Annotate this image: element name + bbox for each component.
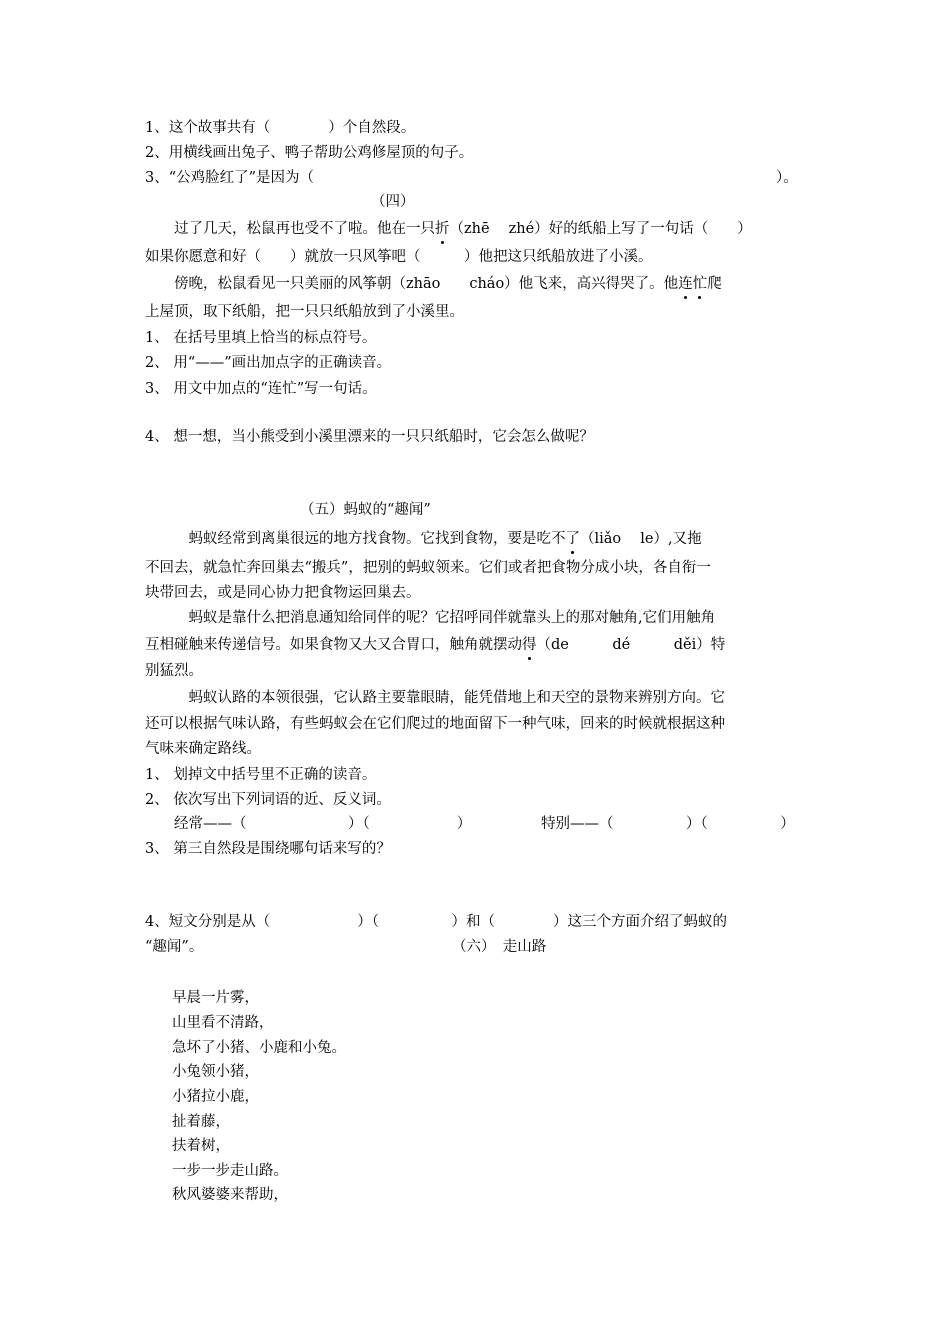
s4-question-3: 3、 用文中加点的“连忙”写一句话。 [145, 381, 377, 397]
s4-question-4: 4、 想一想，当小熊受到小溪里漂来的一只只纸船时，它会怎么做呢？ [145, 429, 594, 445]
poem-line: 扶着树， [172, 1138, 230, 1154]
dotted-char-lian: 连 [678, 276, 693, 292]
s4-title: （四） [371, 194, 415, 210]
poem-line: 山里看不清路， [172, 1015, 274, 1031]
s4-para2-line1: 傍晚，松鼠看见一只美丽的风筝朝（zhāo cháo）他飞来，高兴得哭了。他连忙爬 [145, 276, 722, 292]
s4-para2-line2: 上屋顶，取下纸船，把一只只纸船放到了小溪里。 [145, 304, 464, 320]
s5-title: （五）蚂蚁的“趣闻” [300, 502, 431, 518]
s5-question-4-end: “趣闻”。 [145, 939, 204, 955]
dotted-char-mang: 忙 [692, 276, 708, 292]
dotted-char-de: 得 [522, 637, 537, 653]
s3-question-3-start: 3、“公鸡脸红了”是因为（ [145, 170, 315, 186]
poem-line: 一步一步走山路。 [172, 1163, 288, 1179]
poem-line: 小猪拉小鹿， [172, 1089, 259, 1105]
s5-question-2-words-b: 特别——（ ）（ ） [541, 816, 795, 832]
s5-para1-line3: 块带回去，或是同心协力把食物运回巢去。 [145, 585, 421, 601]
s5-question-2-words-a: 经常——（ ）（ ） [145, 816, 472, 832]
s3-question-2: 2、用横线画出兔子、鸭子帮助公鸡修屋顶的句子。 [145, 145, 474, 161]
s5-para1-line2: 不回去，就急忙奔回巢去“搬兵”，把别的蚂蚁领来。它们或者把食物分成小块，各自衔一 [145, 560, 711, 576]
s4-question-1: 1、 在括号里填上恰当的标点符号。 [145, 330, 377, 346]
poem-line: 扯着藤， [172, 1114, 230, 1130]
s4-para1-line1: 过了几天，松鼠再也受不了啦。他在一只折（zhē zhé）好的纸船上写了一句话（ ） [145, 221, 752, 237]
s5-para2-line2: 互相碰触来传递信号。如果食物又大又合胃口，触角就摆动得（de dé děi）特 [145, 637, 726, 653]
s5-question-2: 2、 依次写出下列词语的近、反义词。 [145, 792, 391, 808]
poem-line: 早晨一片雾， [172, 990, 259, 1006]
s5-question-4: 4、短文分别是从（ ）（ ）和（ ）这三个方面介绍了蚂蚁的 [145, 914, 727, 930]
dotted-char-zhe: 折 [435, 221, 450, 237]
s6-title: （六） 走山路 [452, 939, 547, 955]
s4-para1-line2: 如果你愿意和好（ ）就放一只风筝吧（ ）他把这只纸船放进了小溪。 [145, 249, 653, 265]
s5-para1-line1: 蚂蚁经常到离巢很远的地方找食物。它找到食物，要是吃不了（liǎo le）,又拖 [145, 531, 702, 547]
s5-para2-line1: 蚂蚁是靠什么把消息通知给同伴的呢？它招呼同伴就靠头上的那对触角,它们用触角 [145, 610, 716, 626]
s3-question-1: 1、这个故事共有（ ）个自然段。 [145, 120, 416, 136]
poem-line: 小兔领小猪， [172, 1064, 259, 1080]
s5-para3-line2: 还可以根据气味认路，有些蚂蚁会在它们爬过的地面留下一种气味，回来的时候就根据这种 [145, 716, 725, 732]
poem-line: 秋风婆婆来帮助， [172, 1187, 288, 1203]
s5-para3-line1: 蚂蚁认路的本领很强，它认路主要靠眼睛，能凭借地上和天空的景物来辨别方向。它 [145, 690, 725, 706]
s5-question-1: 1、 划掉文中括号里不正确的读音。 [145, 767, 377, 783]
s5-question-3: 3、 第三自然段是围绕哪句话来写的？ [145, 841, 391, 857]
dotted-char-le: 了 [565, 531, 580, 547]
s5-para2-line3: 别猛烈。 [145, 663, 203, 679]
s5-para3-line3: 气味来确定路线。 [145, 741, 261, 757]
poem-line: 急坏了小猪、小鹿和小兔。 [172, 1040, 346, 1056]
s4-question-2: 2、 用“——”画出加点字的正确读音。 [145, 355, 392, 371]
s3-question-3-end: ）。 [776, 170, 798, 186]
